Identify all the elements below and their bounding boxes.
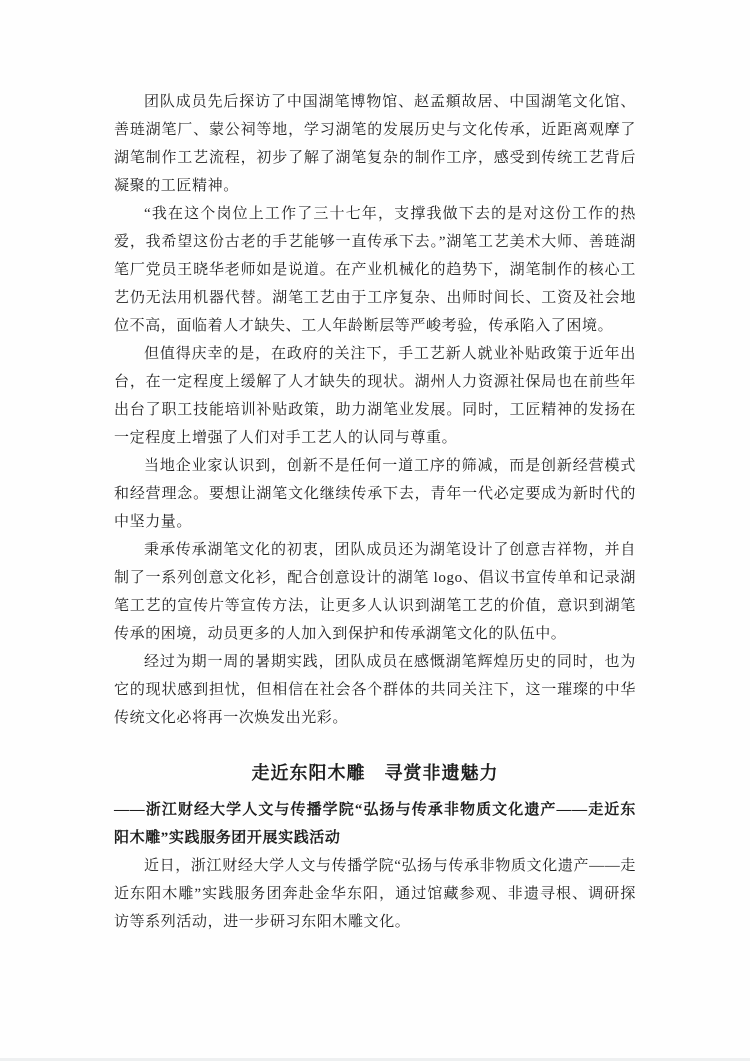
paragraph: 但值得庆幸的是，在政府的关注下，手工艺新人就业补贴政策于近年出台，在一定程度上缓解了人才缺失的现状。湖州人力资源社保局也在前些年出台了职工技能培训补贴政策，助力湖笔业发展。同时，工匠精神的发扬在一定程度上增强了人们对手工艺人的认同与尊重。 bbox=[114, 346, 636, 446]
article-dongyang bbox=[114, 758, 636, 936]
article-subtitle: ——浙江财经大学人文与传播学院“弘扬与传承非物质文化遗产——走近东阳木雕”实践服务团开展实践活动 bbox=[114, 802, 636, 846]
paragraph: 近日，浙江财经大学人文与传播学院“弘扬与传承非物质文化遗产——走近东阳木雕”实践服务团奔赴金华东阳，通过馆藏参观、非遗寻根、调研探访等系列活动，进一步研习东阳木雕文化。 bbox=[114, 858, 636, 930]
article-hubi bbox=[114, 88, 636, 732]
paragraph: 团队成员先后探访了中国湖笔博物馆、赵孟頫故居、中国湖笔文化馆、善琏湖笔厂、蒙公祠等地，学习湖笔的发展历史与文化传承，近距离观摩了湖笔制作工艺流程，初步了解了湖笔复杂的制作工序，感受到传统工艺背后凝聚的工匠精神。 bbox=[114, 94, 636, 194]
paragraph: 当地企业家认识到，创新不是任何一道工序的筛减，而是创新经营模式和经营理念。要想让湖笔文化继续传承下去，青年一代必定要成为新时代的中坚力量。 bbox=[114, 458, 636, 530]
paragraph: 经过为期一周的暑期实践，团队成员在感慨湖笔辉煌历史的同时，也为它的现状感到担忧，但相信在社会各个群体的共同关注下，这一璀璨的中华传统文化必将再一次焕发出光彩。 bbox=[114, 654, 636, 726]
article-title: 走近东阳木雕 寻赏非遗魅力 bbox=[251, 763, 499, 783]
paragraph: 秉承传承湖笔文化的初衷，团队成员还为湖笔设计了创意吉祥物，并自制了一系列创意文化衫，配合创意设计的湖笔 logo、倡议书宣传单和记录湖笔工艺的宣传片等宣传方法，让更多人认识到湖笔工艺的价值，意识到湖笔传承的困境，动员更多的人加入到保护和传承湖笔文化的队伍中。 bbox=[114, 542, 636, 642]
paragraph: “我在这个岗位上工作了三十七年，支撑我做下去的是对这份工作的热爱，我希望这份古老的手艺能够一直传承下去。”湖笔工艺美术大师、善琏湖笔厂党员王晓华老师如是说道。在产业机械化的趋势下，湖笔制作的核心工艺仍无法用机器代替。湖笔工艺由于工序复杂、出师时间长、工资及社会地位不高，面临着人才缺失、工人年龄断层等严峻考验，传承陷入了困境。 bbox=[114, 206, 636, 334]
